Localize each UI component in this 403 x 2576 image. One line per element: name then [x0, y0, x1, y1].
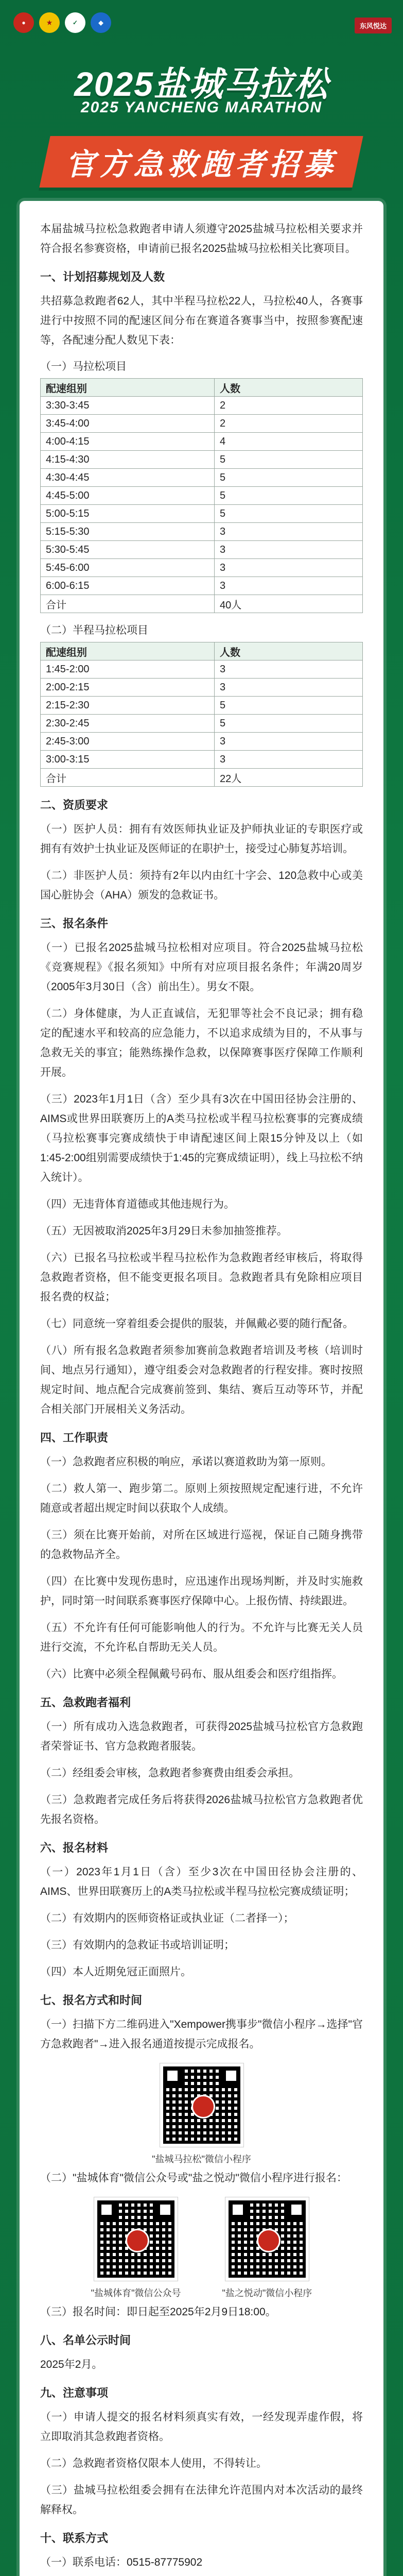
count-cell: 5	[215, 469, 363, 487]
section-4-p4: （四）在比赛中发现伤患时，应迅速作出现场判断，并及时实施救护，同时第一时间联系赛事医疗保障中心。上报伤情、持续跟进。	[40, 1575, 363, 1607]
contact-phone: （一）联系电话：0515-87775902	[40, 2556, 203, 2568]
qr-box-miniprogram[interactable]	[152, 2063, 251, 2165]
pace-cell: 2:15-2:30	[41, 697, 215, 715]
section-9-title: 九、注意事项	[40, 2386, 109, 2399]
count-cell: 5	[215, 505, 363, 523]
main-subtitle: 2025 YANCHENG MARATHON	[80, 99, 323, 116]
count-cell: 4	[215, 433, 363, 451]
marathon-pace-table	[40, 378, 363, 613]
section-3-p5: （五）无因被取消2025年3月29日未参加抽签推荐。	[40, 1225, 288, 1237]
table-row	[41, 523, 363, 541]
count-cell: 3	[215, 660, 363, 679]
pace-cell: 合计	[41, 769, 215, 787]
pace-cell: 5:00-5:15	[41, 505, 215, 523]
section-3-p2: （二）身体健康，为人正直诚信，无犯罪等社会不良记录；拥有稳定的配速水平和较高的应急能力，不以追求成绩为目的，不从事与急救无关的事宜；能熟练操作急救，以保障赛事医疗保障工作顺利开展。	[40, 1008, 363, 1078]
count-cell: 3	[215, 751, 363, 769]
content-card	[20, 201, 383, 2576]
section-5-p1: （一）所有成功入选急救跑者，可获得2025盐城马拉松官方急救跑者荣誉证书、官方急救跑者服装。	[40, 1721, 363, 1752]
table-row	[41, 469, 363, 487]
table-header: 人数	[215, 379, 363, 397]
table-row	[41, 769, 363, 787]
intro-text: 本届盐城马拉松急救跑者申请人须遵守2025盐城马拉松相关要求并符合报名参赛资格，申请前已报名2025盐城马拉松相关比赛项目。	[40, 223, 363, 255]
section-2-p2: （二）非医护人员：须持有2年以内由红十字会、120急救中心或美国心脏协会（AHA）颁发的急救证书。	[40, 870, 363, 901]
section-4-p2: （二）救人第一、跑步第二。原则上须按照规定配速行进，不允许随意或者超出规定时间以获取个人成绩。	[40, 1483, 363, 1514]
organizer-logo-1: ●	[13, 12, 34, 33]
table-header: 配速组别	[41, 642, 215, 660]
table-header: 配速组别	[41, 379, 215, 397]
section-3-p6: （六）已报名马拉松或半程马拉松作为急救跑者经审核后，将取得急救跑者资格，但不能变更报名项目。急救跑者具有免除相应项目报名费的权益；	[40, 1252, 363, 1303]
table-row	[41, 577, 363, 595]
section-4-title: 四、工作职责	[40, 1431, 109, 1444]
table-row	[41, 559, 363, 577]
table-row	[41, 505, 363, 523]
pace-cell: 4:45-5:00	[41, 487, 215, 505]
pace-cell: 5:15-5:30	[41, 523, 215, 541]
pace-cell: 2:45-3:00	[41, 733, 215, 751]
recruit-banner	[0, 138, 403, 185]
table-row	[41, 487, 363, 505]
section-4-p6: （六）比赛中必须全程佩戴号码布、服从组委会和医疗组指挥。	[40, 1668, 343, 1680]
pace-cell: 4:00-4:15	[41, 433, 215, 451]
count-cell: 5	[215, 451, 363, 469]
main-title: 2025盐城马拉松	[74, 65, 329, 103]
qr-code-icon[interactable]	[225, 2197, 309, 2281]
half-marathon-subtitle: （二）半程马拉松项目	[40, 624, 148, 636]
section-6-title: 六、报名材料	[40, 1841, 109, 1854]
pace-cell: 4:30-4:45	[41, 469, 215, 487]
half-marathon-pace-table	[40, 642, 363, 787]
table-row	[41, 541, 363, 559]
section-5-p2: （二）经组委会审核，急救跑者参赛费由组委会承担。	[40, 1767, 300, 1779]
table-row	[41, 660, 363, 679]
table-row	[41, 433, 363, 451]
pace-cell: 3:30-3:45	[41, 397, 215, 415]
organizer-logo-4: ◆	[91, 12, 111, 33]
qr-caption: "盐城马拉松"微信小程序	[152, 2154, 251, 2164]
section-8-title: 八、名单公示时间	[40, 2334, 131, 2347]
section-6-p4: （四）本人近期免冠正面照片。	[40, 1966, 191, 1978]
table-row	[41, 415, 363, 433]
section-7-p1: （一）扫描下方二维码进入"Xempower携事步"微信小程序→选择"官方急救跑者"→进入报名通道按提示完成报名。	[40, 2019, 363, 2050]
section-6-p3: （三）有效期内的急救证书或培训证明；	[40, 1939, 235, 1951]
qr-caption: "盐城体育"微信公众号	[91, 2288, 181, 2298]
pace-cell: 6:00-6:15	[41, 577, 215, 595]
pace-cell: 3:45-4:00	[41, 415, 215, 433]
section-3-p3: （三）2023年1月1日（含）至少具有3次在中国田径协会注册的、AIMS或世界田联赛历上的A类马拉松或半程马拉松赛事的完赛成绩（马拉松赛事完赛成绩快于申请配速区间上限15分钟及以上（如1:45-2:00组别需要成绩快于1:45的完赛成绩证明），线上马拉松不纳入统计）。	[40, 1093, 363, 1183]
section-6-p1: （一）2023年1月1日（含）至少3次在中国田径协会注册的、AIMS、世界田联赛历上的A类马拉松或半程马拉松完赛成绩证明；	[40, 1866, 363, 1897]
recruit-banner-text: 官方急救跑者招募	[65, 148, 338, 181]
count-cell: 5	[215, 715, 363, 733]
pace-cell: 1:45-2:00	[41, 660, 215, 679]
qr-code-icon[interactable]	[160, 2063, 243, 2147]
pace-cell: 4:15-4:30	[41, 451, 215, 469]
table-row	[41, 751, 363, 769]
section-2-title: 二、资质要求	[40, 799, 109, 811]
count-cell: 2	[215, 415, 363, 433]
section-9-p3: （三）盐城马拉松组委会拥有在法律允许范围内对本次活动的最终解释权。	[40, 2484, 363, 2516]
count-cell: 3	[215, 679, 363, 697]
pace-cell: 3:00-3:15	[41, 751, 215, 769]
section-7-title: 七、报名方式和时间	[40, 1994, 143, 2007]
section-10-title: 十、联系方式	[40, 2532, 109, 2545]
table-row	[41, 697, 363, 715]
count-cell: 3	[215, 559, 363, 577]
section-3-p1: （一）已报名2025盐城马拉松相对应项目。符合2025盐城马拉松《竞赛规程》《报名须知》中所有对应项目报名条件；年满20周岁（2005年3月30日（含）前出生）。男女不限。	[40, 942, 363, 993]
table-row	[41, 451, 363, 469]
organizer-logo-3: ✓	[65, 12, 85, 33]
table-row	[41, 715, 363, 733]
table-row	[41, 679, 363, 697]
section-3-p8: （八）所有报名急救跑者须参加赛前急救跑者培训及考核（培训时间、地点另行通知），遵守组委会对急救跑者的行程安排。赛时按照规定时间、地点配合完成赛前签到、集结、赛后互动等环节，并配合相关部门开展相关义务活动。	[40, 1345, 363, 1415]
pace-cell: 5:45-6:00	[41, 559, 215, 577]
qr-box-yuedong[interactable]	[222, 2197, 312, 2299]
count-cell: 3	[215, 541, 363, 559]
section-1-desc: 共招募急救跑者62人，其中半程马拉松22人，马拉松40人，各赛事进行中按照不同的配速区间分布在赛道各赛事当中，按照参赛配速等，各配速分配人数见下表：	[40, 295, 363, 346]
section-4-p1: （一）急救跑者应积极的响应，承诺以赛道救助为第一原则。	[40, 1456, 332, 1468]
section-9-p2: （二）急救跑者资格仅限本人使用，不得转让。	[40, 2458, 267, 2469]
section-5-title: 五、急救跑者福利	[40, 1696, 131, 1709]
count-cell: 5	[215, 697, 363, 715]
qr-box-official-account[interactable]	[91, 2197, 181, 2299]
section-4-p5: （五）不允许有任何可能影响他人的行为。不允许与比赛无关人员进行交流，不允许私自帮助无关人员。	[40, 1622, 363, 1653]
pace-cell: 5:30-5:45	[41, 541, 215, 559]
section-7-p3: （三）报名时间：即日起至2025年2月9日18:00。	[40, 2306, 276, 2318]
table-header: 人数	[215, 642, 363, 660]
pace-cell: 2:30-2:45	[41, 715, 215, 733]
count-cell: 40人	[215, 595, 363, 613]
section-9-p1: （一）申请人提交的报名材料须真实有效，一经发现弄虚作假，将立即取消其急救跑者资格。	[40, 2411, 363, 2443]
organizer-logos	[13, 12, 111, 33]
qr-code-icon[interactable]	[94, 2197, 178, 2281]
section-3-title: 三、报名条件	[40, 917, 109, 930]
section-1-title: 一、计划招募规划及人数	[40, 270, 165, 283]
count-cell: 2	[215, 397, 363, 415]
organizer-logo-2: ★	[39, 12, 60, 33]
count-cell: 3	[215, 577, 363, 595]
partner-logo: 东风悦达	[355, 18, 392, 33]
qr-row-2	[40, 2197, 363, 2299]
section-4-p3: （三）须在比赛开始前，对所在区域进行巡视，保证自己随身携带的急救物品齐全。	[40, 1529, 363, 1561]
marathon-subtitle: （一）马拉松项目	[40, 361, 127, 372]
count-cell: 3	[215, 523, 363, 541]
pace-cell: 2:00-2:15	[41, 679, 215, 697]
pace-cell: 合计	[41, 595, 215, 613]
section-7-p2: （二）"盐城体育"微信公众号或"盐之悦动"微信小程序进行报名：	[40, 2172, 347, 2184]
qr-caption: "盐之悦动"微信小程序	[222, 2288, 312, 2298]
section-8-p1: 2025年2月。	[40, 2359, 103, 2370]
table-row	[41, 397, 363, 415]
section-3-p7: （七）同意统一穿着组委会提供的服装，并佩戴必要的随行配备。	[40, 1318, 354, 1330]
section-6-p2: （二）有效期内的医师资格证或执业证（二者择一）；	[40, 1912, 294, 1924]
section-3-p4: （四）无违背体育道德或其他违规行为。	[40, 1198, 235, 1210]
section-2-p1: （一）医护人员：拥有有效医师执业证及护师执业证的专职医疗或拥有有效护士执业证及医师证的在职护士，接受过心肺复苏培训。	[40, 823, 363, 855]
count-cell: 22人	[215, 769, 363, 787]
count-cell: 5	[215, 487, 363, 505]
section-5-p3: （三）急救跑者完成任务后将获得2026盐城马拉松官方急救跑者优先报名资格。	[40, 1794, 363, 1825]
qr-row-1	[40, 2063, 363, 2165]
table-row	[41, 733, 363, 751]
table-row	[41, 595, 363, 613]
count-cell: 3	[215, 733, 363, 751]
header	[0, 0, 403, 155]
